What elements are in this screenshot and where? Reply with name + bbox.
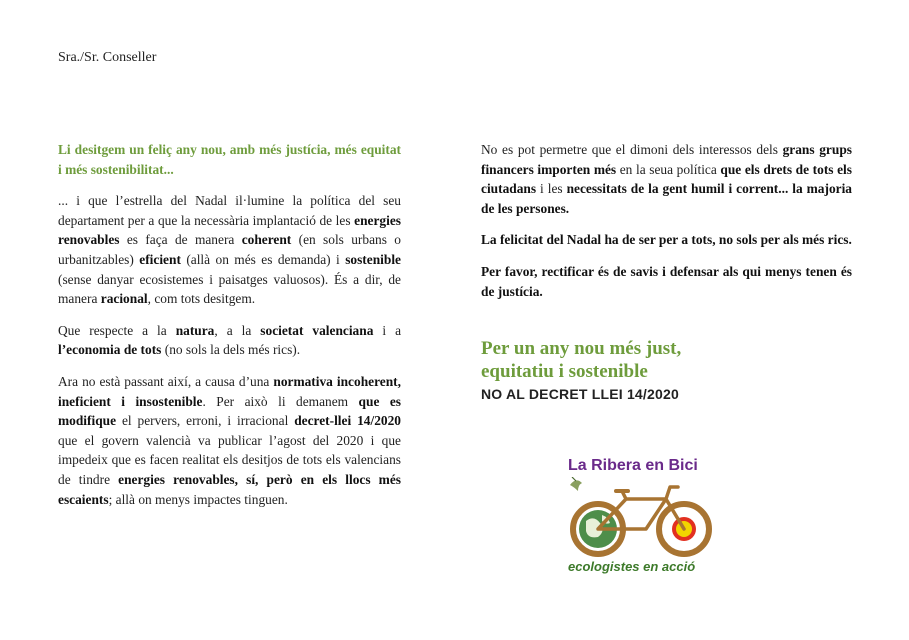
- slogan-line-1: Per un any nou més just,: [481, 338, 682, 359]
- text-segment: (sense danyar ecosistemes i paisatges valuosos). És a dir, de manera: [58, 271, 401, 307]
- text-segment: ; allà on menys impactes tinguen.: [108, 491, 288, 507]
- text-segment: que els drets de tots els ciutadans: [481, 161, 852, 197]
- text-segment: en la seua política: [616, 161, 721, 177]
- text-segment: Ara no està passant així, a causa d’una: [58, 373, 274, 389]
- greeting-paragraph: Li desitgem un feliç any nou, amb més justícia, més equitat i més sostenibilitat...: [58, 142, 401, 177]
- text-segment: i les: [536, 181, 567, 197]
- text-segment: ... i que l’estrella del Nadal il·lumine la política del seu departament per a que la necessària implantació de les: [58, 193, 401, 228]
- text-segment: i a: [373, 322, 402, 338]
- slogan-line-2: equitatiu i sostenible: [481, 361, 648, 382]
- demand-heading: NO AL DECRET LLEI 14/2020: [481, 386, 679, 402]
- paragraph-decree: [58, 372, 401, 509]
- text-segment: coherent: [241, 232, 292, 248]
- text-segment: (no sols la dels més rics).: [161, 342, 301, 358]
- text-segment: el pervers, erroni, i irracional: [116, 413, 295, 429]
- paragraph-rectify: Per favor, rectificar és de savis i defensar als qui menys tenen és de justícia.: [481, 263, 852, 299]
- bicycle-icon: [566, 477, 716, 559]
- text-segment: grans grups financers importen més: [481, 142, 852, 177]
- salutation: Sra./Sr. Conseller: [58, 50, 157, 65]
- text-segment: decret-llei 14/2020: [294, 413, 401, 429]
- text-segment: necessitats de la gent humil i corrent... la majoria de les persones.: [481, 181, 853, 216]
- left-column: [58, 140, 401, 521]
- text-segment: , a la: [214, 322, 261, 338]
- text-segment: (en sols urbans o urbanitzables): [58, 232, 401, 267]
- text-segment: normativa incoherent, ineficient i insostenible: [58, 373, 401, 409]
- text-segment: Que respecte a la: [58, 322, 176, 338]
- text-segment: que el govern valencià va publicar l’agost del 2020 i que impedeix que es facen realitat els desitjos de tots els valencians de tindre: [58, 432, 401, 487]
- text-segment: . Per això li demanem: [202, 393, 359, 409]
- text-segment: energies renovables, sí, però en els llocs més escaients: [58, 471, 401, 507]
- text-segment: eficient: [139, 251, 181, 267]
- right-column: [481, 140, 852, 313]
- text-segment: energies renovables: [58, 212, 401, 248]
- text-segment: racional: [100, 291, 148, 307]
- text-segment: (allà on més es demanda) i: [180, 251, 346, 267]
- logo-tagline: ecologistes en acció: [568, 559, 696, 574]
- leaf-icon: [570, 480, 582, 491]
- text-segment: que es modifique: [58, 393, 402, 429]
- text-segment: l’economia de tots: [58, 342, 162, 358]
- text-segment: es faça de manera: [119, 232, 242, 248]
- text-segment: societat valenciana: [260, 322, 374, 338]
- paragraph-happiness: La felicitat del Nadal ha de ser per a tots, no sols per als més rics.: [481, 232, 852, 248]
- logo-title: La Ribera en Bici: [568, 457, 698, 474]
- text-segment: , com tots desitgem.: [147, 291, 256, 307]
- paragraph-financial-groups: [481, 140, 852, 218]
- slogan: [481, 337, 681, 383]
- paragraph-nature: [58, 321, 401, 360]
- paragraph-renewables: [58, 191, 401, 309]
- ribera-en-bici-logo: [560, 455, 730, 585]
- text-segment: natura: [175, 322, 215, 338]
- text-segment: sostenible: [345, 251, 401, 267]
- text-segment: No es pot permetre que el dimoni dels interessos dels: [481, 142, 783, 157]
